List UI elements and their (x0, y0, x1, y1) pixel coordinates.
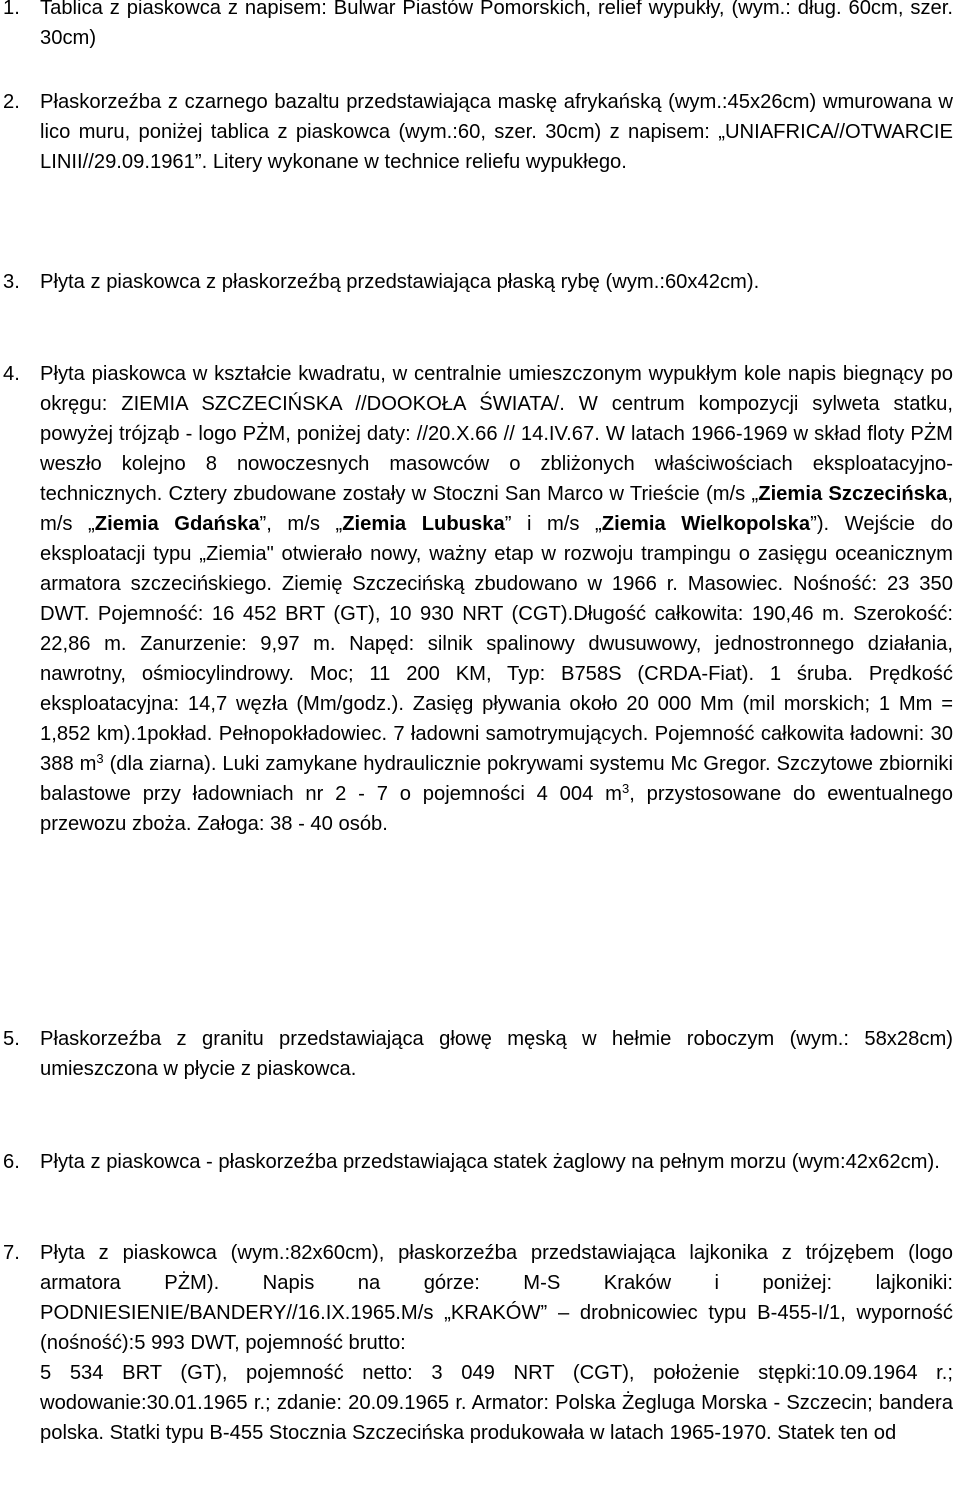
item-text: Płaskorzeźba z czarnego bazaltu przedstawiająca maskę afrykańską (wym.:45x26cm) wmurowana w lico muru, poniżej tablica z piaskowca (wym.:60, szer. 30cm) z napisem: „UNIAFRICA//OTWARCIE LINII//29.09.1961”. Litery wykonane w technice reliefu wypukłego. (40, 91, 953, 173)
item-number: 6. (3, 1151, 20, 1173)
item-number: 2. (3, 91, 20, 113)
item-text: Płyta z piaskowca z płaskorzeźbą przedstawiająca płaską rybę (wym.:60x42cm). (40, 271, 760, 293)
item-number: 7. (3, 1242, 20, 1264)
list-item-1 (0, 0, 960, 53)
item-text: Płyta z piaskowca - płaskorzeźba przedstawiająca statek żaglowy na pełnym morzu (wym:42x62cm). (40, 1151, 940, 1173)
item-number: 3. (3, 271, 20, 293)
list-item-3 (0, 267, 960, 297)
list-item-4 (0, 359, 960, 839)
item-text: Płyta piaskowca w kształcie kwadratu, w centralnie umieszczonym wypukłym kole napis biegnący po okręgu: ZIEMIA SZCZECIŃSKA //DOOKOŁA ŚWIATA/. W centrum kompozycji sylweta statku, powyżej trójząb - logo PŻM, poniżej daty: //20.X.66 // 14.IV.67. W latach 1966-1969 w skład floty PŻM weszło kolejno 8 nowoczesnych masowców o zbliżonych właściwościach eksploatacyjno-technicznych. Cztery zbudowane zostały w Stoczni San Marco w Trieście (m/s „Ziemia Szczecińska, m/s „Ziemia Gdańska”, m/s „Ziemia Lubuska” i m/s „Ziemia Wielkopolska”). Wejście do eksploatacji typu „Ziemia" otwierało nowy, ważny etap w rozwoju trampingu o zasięgu oceanicznym armatora szczecińskiego. Ziemię Szczecińską zbudowano w 1966 r. Masowiec. Nośność: 23 350 DWT. Pojemność: 16 452 BRT (GT), 10 930 NRT (CGT).Długość całkowita: 190,46 m. Szerokość: 22,86 m. Zanurzenie: 9,97 m. Napęd: silnik spalinowy dwusuwowy, jednostronnego działania, nawrotny, ośmiocylindrowy. Moc; 11 200 KM, Typ: B758S (CRDA-Fiat). 1 śruba. Prędkość eksploatacyjna: 14,7 węzła (Mm/godz.). Zasięg pływania około 20 000 Mm (mil morskich; 1 Mm = 1,852 km).1pokład. Pełnopokładowiec. 7 ładowni samotrymujących. Pojemność całkowita ładowni: 30 388 $m^3$ (dla ziarna). Luki zamykane hydraulicznie pokrywami systemu Mc Gregor. Szczytowe zbiorniki balastowe przy ładowniach nr 2 - 7 o pojemności 4 004 $m^3$, przystosowane do ewentualnego przewozu zboża. Załoga: 38 - 40 osób. (40, 363, 953, 835)
ship-name: Ziemia Lubuska (342, 513, 505, 535)
list-item-2 (0, 87, 960, 177)
item-text: Płyta z piaskowca (wym.:82x60cm), płaskorzeźba przedstawiająca lajkonika z trójzębem (logo armatora PŻM). Napis na górze: M-S Kraków i poniżej: lajkoniki: PODNIESIENIE/BANDERY//16.IX.1965.M/s „KRAKÓW” – drobnicowiec typu B-455-I/1, wyporność (nośność):5 993 DWT, pojemność brutto: 5 534 BRT (GT), pojemność netto: 3 049 NRT (CGT), położenie stępki:10.09.1964 r.; wodowanie:30.01.1965 r.; zdanie: 20.09.1965 r. Armator: Polska Żegluga Morska - Szczecin; bandera polska. Statki typu B-455 Stocznia Szczecińska produkowała w latach 1965-1970. Statek ten od (40, 1242, 953, 1444)
item-text: Płaskorzeźba z granitu przedstawiająca głowę męską w hełmie roboczym (wym.: 58x28cm) umieszczona w płycie z piaskowca. (40, 1028, 953, 1080)
ship-name: Ziemia Wielkopolska (601, 513, 811, 535)
item-number: 5. (3, 1028, 20, 1050)
ship-name: Ziemia Gdańska (94, 513, 260, 535)
list-item-7 (0, 1238, 960, 1448)
superscript: 3 (621, 781, 630, 796)
superscript: 3 (96, 751, 104, 766)
item-number: 1. (3, 0, 20, 19)
ship-name: Ziemia Szczecińska (758, 483, 948, 505)
item-number: 4. (3, 363, 20, 385)
list-item-5 (0, 1024, 960, 1084)
list-item-6 (0, 1147, 960, 1177)
item-text: Tablica z piaskowca z napisem: Bulwar Piastów Pomorskich, relief wypukły, (wym.: dług. 60cm, szer. 30cm) (40, 0, 953, 49)
